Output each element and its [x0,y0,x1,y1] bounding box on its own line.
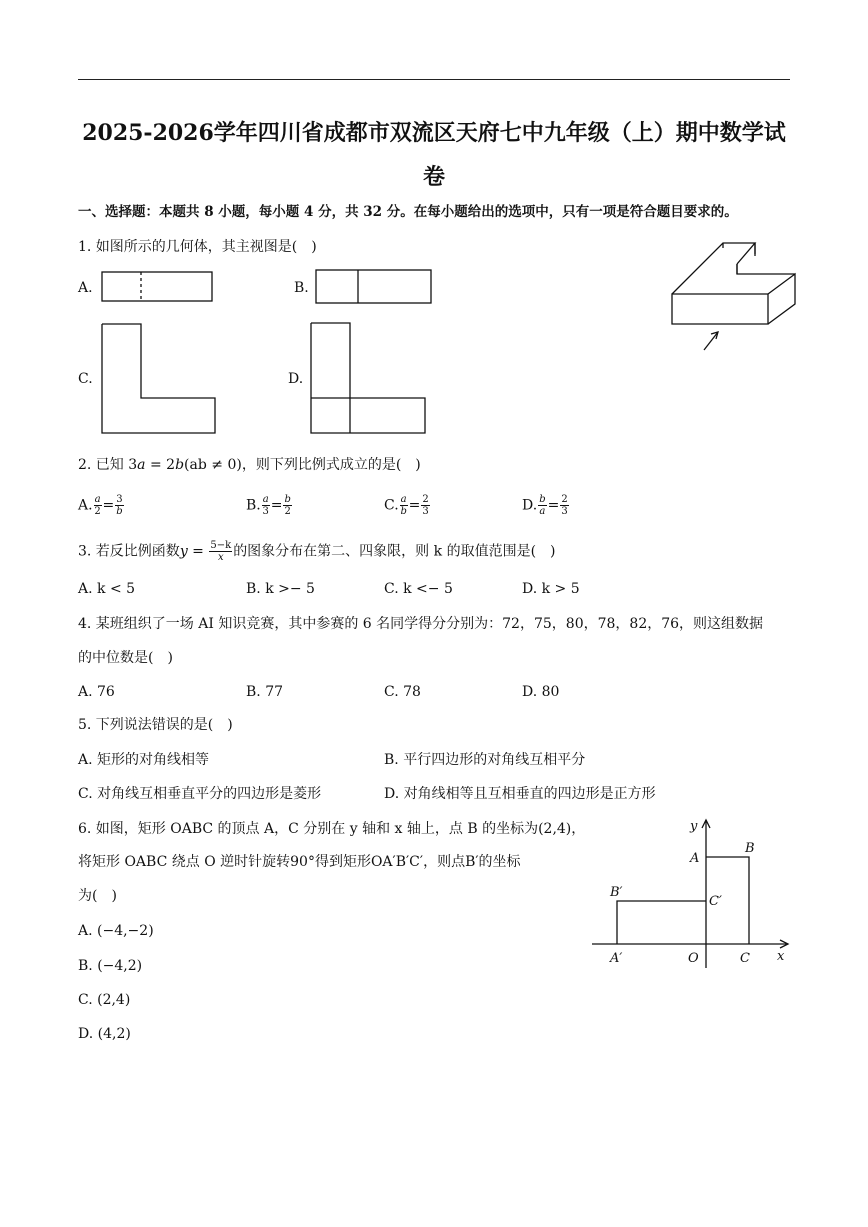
q3-option-a: A. k < 5 [78,581,136,597]
q4-stem-line1: 4. 某班组织了一场 AI 知识竞赛，其中参赛的 6 名同学得分分别为：72，75，80，78，82，76，则这组数据 [78,616,764,632]
q6-stem-line3: 为( ) [78,888,117,904]
q5-option-d: D. 对角线相等且互相垂直的四边形是正方形 [384,786,656,802]
q4-option-b: B. 77 [246,684,284,700]
q1-option-c-label: C. [78,371,93,387]
q5-option-c: C. 对角线互相垂直平分的四边形是菱形 [78,786,322,802]
q6-option-c: C. (2,4) [78,992,131,1008]
label-c-prime: C′ [709,894,722,909]
q4-stem-line2: 的中位数是( ) [78,650,173,666]
q6-option-b: B. (−4,2) [78,958,143,974]
q4-option-c: C. 78 [384,684,421,700]
q5-stem: 5. 下列说法错误的是( ) [78,717,233,733]
q5-option-a: A. 矩形的对角线相等 [78,752,210,768]
q2-option-b: B. $\frac{a}{3}$ = $\frac{b}{2}$ [246,494,291,517]
q6-option-d: D. (4,2) [78,1026,131,1042]
q3-option-c: C. k <− 5 [384,581,453,597]
q6-option-a: A. (−4,−2) [78,923,154,939]
label-o: O [688,951,699,966]
q3-option-b: B. k >− 5 [246,581,315,597]
page-title: 2025-2026学年四川省成都市双流区天府七中九年级（上）期中数学试 [82,120,786,146]
label-a-prime: A′ [610,951,623,966]
label-x: x [777,949,785,964]
page-title-continued: 卷 [422,164,445,190]
rectangle-oapbpcp [617,901,706,944]
q2-option-d: D. $\frac{b}{a}$ = $\frac{2}{3}$ [522,494,568,517]
q1-option-d-label: D. [288,371,304,387]
label-y: y [690,819,698,834]
q6-stem-line2: 将矩形 OABC 绕点 O 逆时针旋转90°得到矩形OA′B′C′，则点B′的坐标 [78,854,521,870]
q2-stem: 2. 已知 3a = 2b(ab ≠ 0)，则下列比例式成立的是( ) [78,457,421,473]
label-c: C [740,951,750,966]
q1-option-a-label: A. [78,280,93,296]
q2-option-c: C. $\frac{a}{b}$ = $\frac{2}{3}$ [384,494,429,517]
q3-stem: 3. 若反比例函数y = $\frac{5-k}{x}$ 的图象分布在第二、四象限，则 k 的取值范围是( ) [78,540,556,563]
q3-option-d: D. k > 5 [522,581,580,597]
q4-option-d: D. 80 [522,684,560,700]
q4-option-a: A. 76 [78,684,115,700]
label-b: B [745,841,755,856]
q1-option-b-label: B. [294,280,309,296]
q2-option-a: A. $\frac{a}{2}$ = $\frac{3}{b}$ [78,494,123,517]
q6-stem-line1: 6. 如图，矩形 OABC 的顶点 A，C 分别在 y 轴和 x 轴上，点 B 的坐标为(2,4)， [78,821,586,837]
q1-stem: 1. 如图所示的几何体，其主视图是( ) [78,239,317,255]
label-a: A [690,851,700,866]
label-b-prime: B′ [610,885,623,900]
section-heading: 一、选择题：本题共 8 小题，每小题 4 分，共 32 分。在每小题给出的选项中，只有一项是符合题目要求的。 [78,204,738,220]
q5-option-b: B. 平行四边形的对角线互相平分 [384,752,586,768]
